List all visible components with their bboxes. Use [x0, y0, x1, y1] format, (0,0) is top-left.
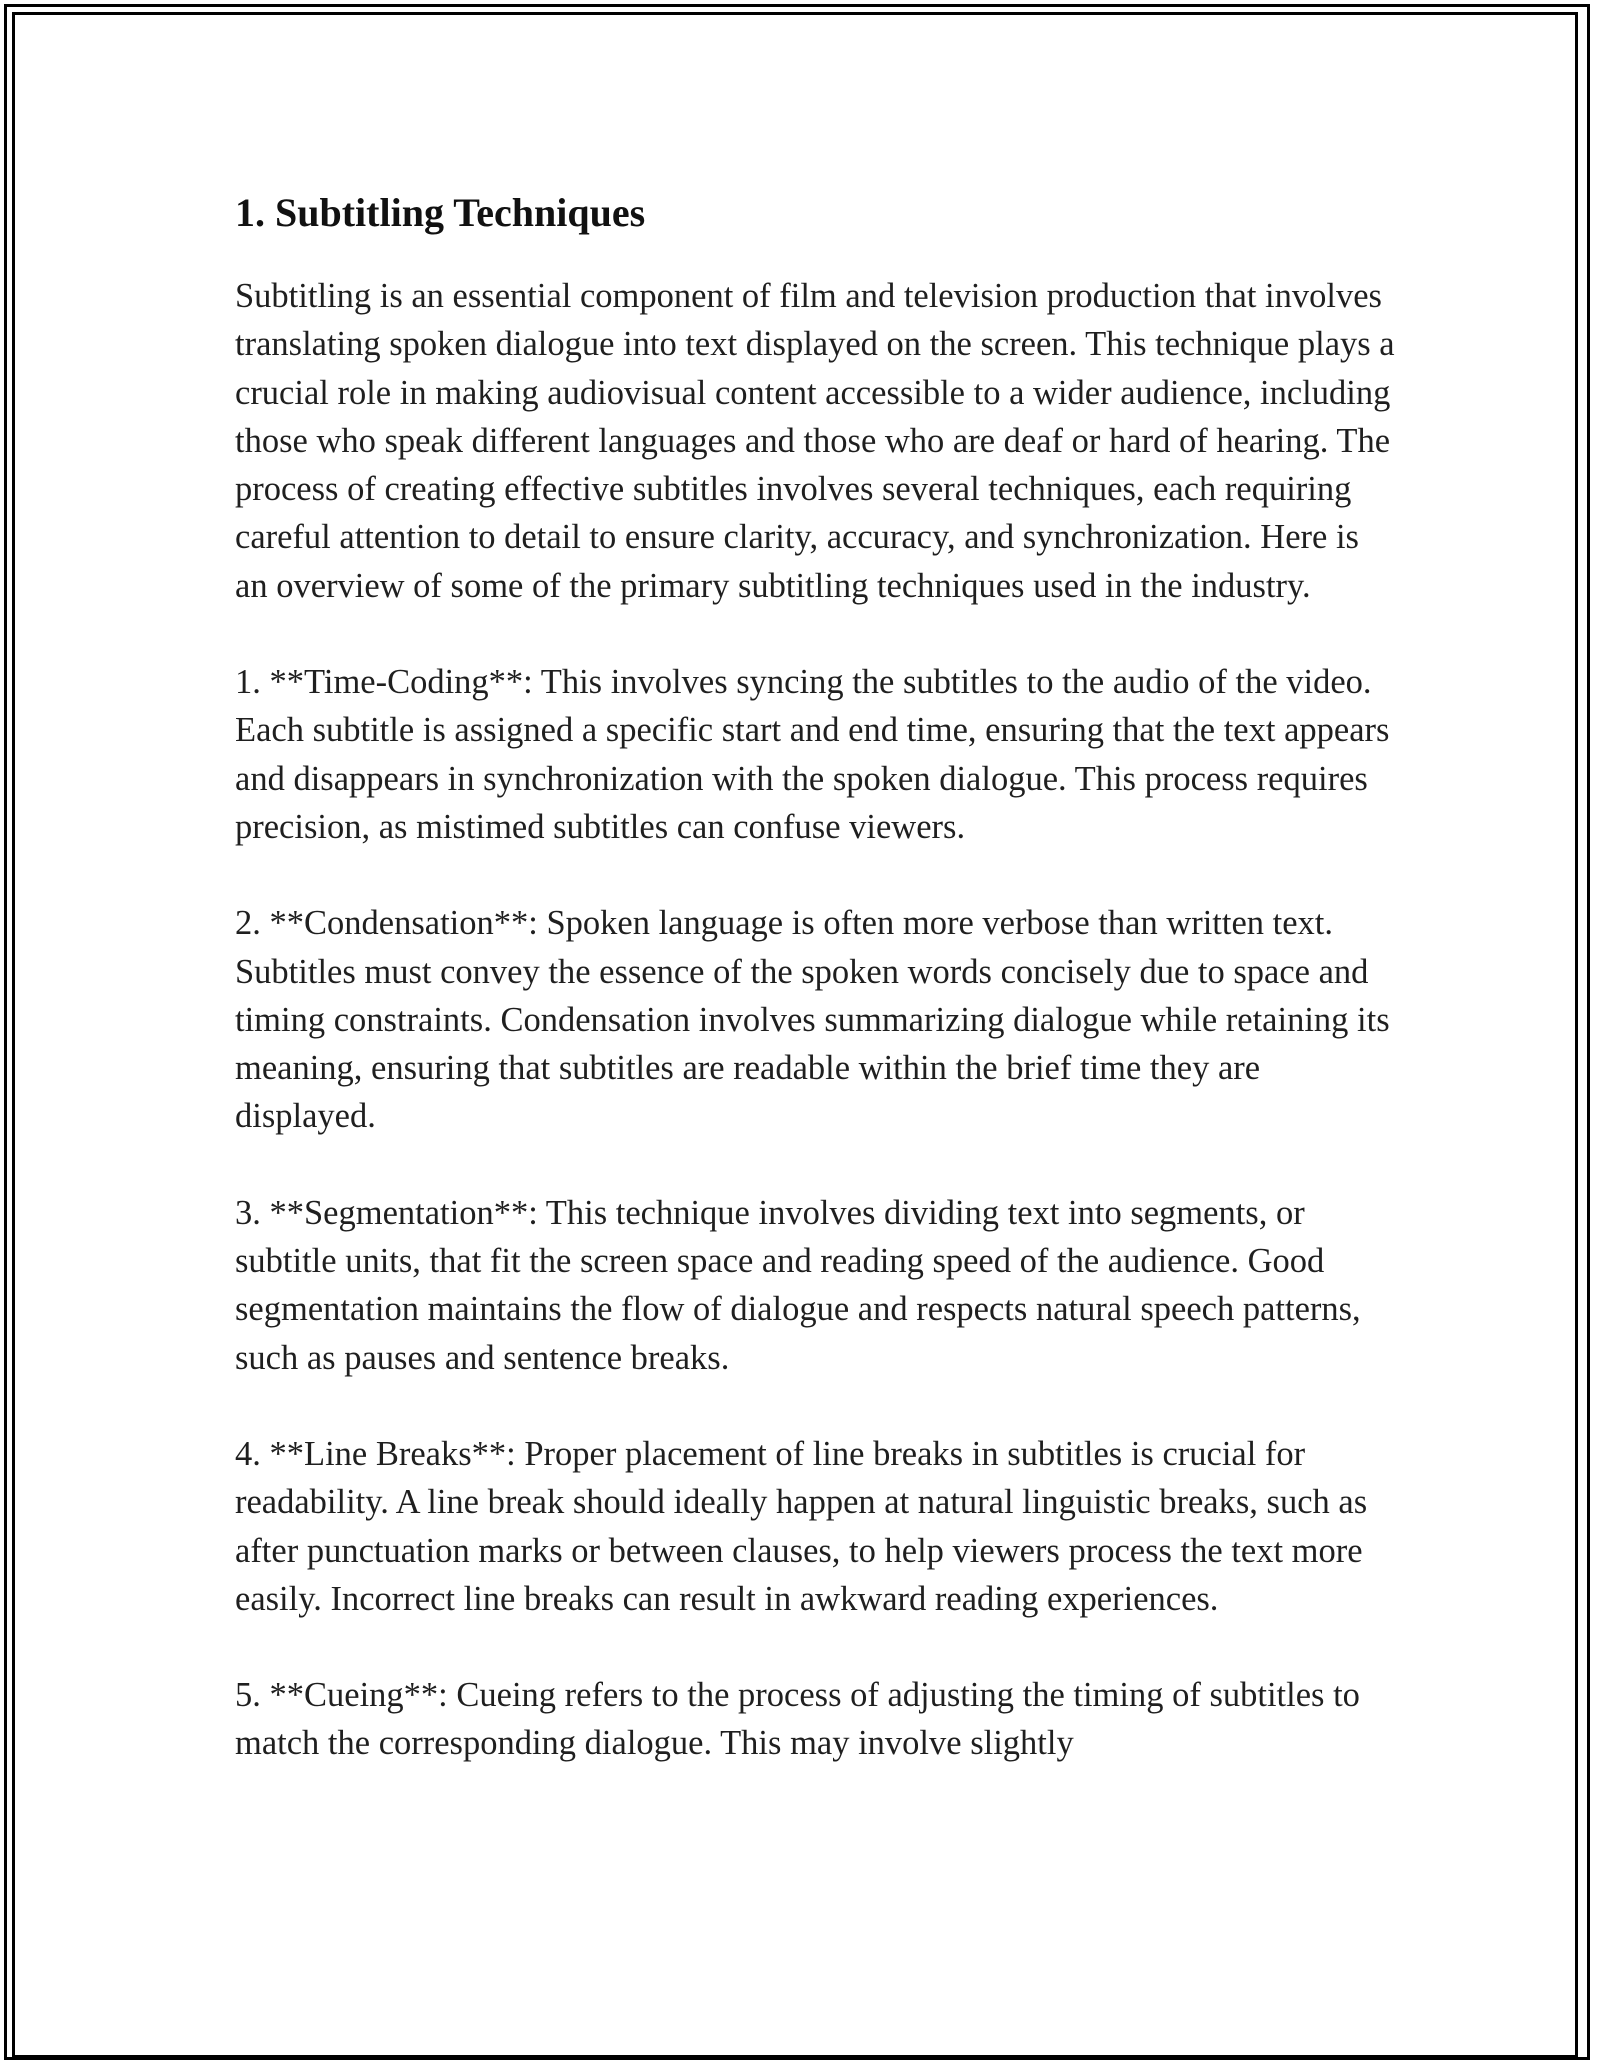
document-body [235, 184, 1395, 1816]
paragraph-condensation: 2. **Condensation**: Spoken language is often more verbose than written text. Subtitles must convey the essence of the spoken words concisely due to space and timing constraints. Condensation involves summarizing dialogue while retaining its meaning, ensuring that subtitles are readable within the brief time they are displayed. [235, 904, 1390, 1136]
paragraph-cueing: 5. **Cueing**: Cueing refers to the process of adjusting the timing of subtitles to match the corresponding dialogue. This may involve slightly [235, 1676, 1360, 1763]
section-heading: 1. Subtitling Techniques [235, 190, 646, 235]
intro-paragraph: Subtitling is an essential component of film and television production that involves translating spoken dialogue into text displayed on the screen. This technique plays a crucial role in making audiovisual content accessible to a wider audience, including those who speak different languages and those who are deaf or hard of hearing. The process of creating effective subtitles involves several techniques, each requiring careful attention to detail to ensure clarity, accuracy, and synchronization. Here is an overview of some of the primary subtitling techniques used in the industry. [235, 277, 1395, 605]
paragraph-segmentation: 3. **Segmentation**: This technique involves dividing text into segments, or subtitle units, that fit the screen space and reading speed of the audience. Good segmentation maintains the flow of dialogue and respects natural speech patterns, such as pauses and sentence breaks. [235, 1193, 1361, 1377]
paragraph-time-coding: 1. **Time-Coding**: This involves syncing the subtitles to the audio of the video. Each subtitle is assigned a specific start and end time, ensuring that the text appears and disappears in synchronization with the spoken dialogue. This process requires precision, as mistimed subtitles can confuse viewers. [235, 663, 1390, 846]
paragraph-line-breaks: 4. **Line Breaks**: Proper placement of line breaks in subtitles is crucial for readability. A line break should ideally happen at natural linguistic breaks, such as after punctuation marks or between clauses, to help viewers process the text more easily. Incorrect line breaks can result in awkward reading experiences. [235, 1434, 1368, 1618]
